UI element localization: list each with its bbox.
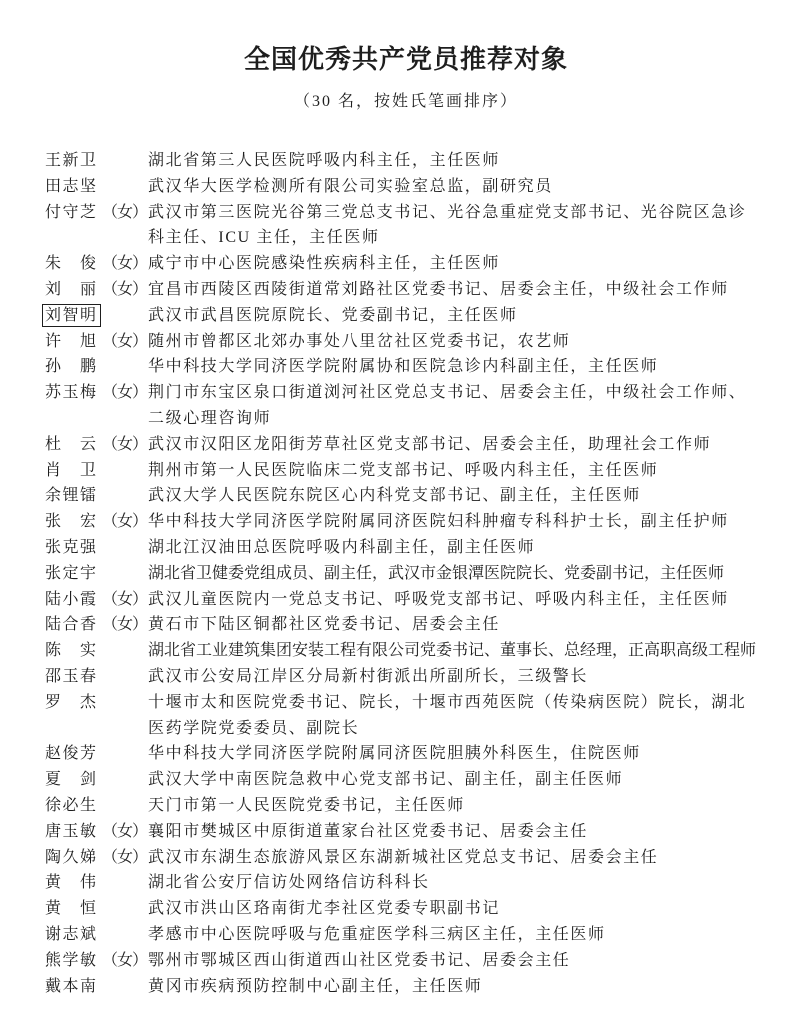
list-item [45, 845, 774, 871]
person-name-text: 夏 剑 [45, 771, 98, 789]
person-name [45, 432, 102, 458]
person-description [148, 612, 774, 638]
deceased-name-box: 刘智明 [42, 304, 101, 327]
list-item [45, 870, 774, 896]
description-line: 鄂州市鄂城区西山街道西山社区党委书记、居委会主任 [148, 951, 571, 969]
description-line: 科主任、ICU 主任，主任医师 [148, 229, 380, 247]
description-line: 武汉市公安局江岸区分局新村街派出所副所长，三级警长 [148, 667, 589, 685]
list-item [45, 896, 774, 922]
person-description [148, 845, 774, 871]
person-name [45, 690, 102, 716]
person-description [148, 509, 774, 535]
person-name-text: 朱 俊 [45, 255, 98, 273]
person-description [148, 690, 774, 742]
list-item [45, 251, 774, 277]
person-name [45, 535, 102, 561]
person-name-text: 苏玉梅 [45, 384, 98, 402]
person-name [45, 303, 102, 329]
person-name [45, 741, 102, 767]
person-name-text: 熊学敏 [45, 951, 98, 969]
person-name-text: 戴本南 [45, 977, 98, 995]
description-line: 武汉大学中南医院急救中心党支部书记、副主任，副主任医师 [148, 771, 624, 789]
person-description [148, 251, 774, 277]
description-line: 宜昌市西陵区西陵街道常刘路社区党委书记、居委会主任，中级社会工作师 [148, 280, 729, 298]
list-item [45, 948, 774, 974]
person-description [148, 432, 774, 458]
list-item [45, 561, 774, 587]
person-description [148, 638, 774, 664]
gender-marker: （女） [102, 951, 148, 969]
description-line: 华中科技大学同济医学院附属协和医院急诊内科副主任，主任医师 [148, 358, 659, 376]
person-name-text: 唐玉敏 [45, 822, 98, 840]
person-name-text: 孙 鹏 [45, 358, 98, 376]
list-item [45, 638, 774, 664]
person-name [45, 509, 102, 535]
person-name-text: 陶久娣 [45, 848, 98, 866]
recommendation-list [0, 148, 812, 999]
person-name [45, 870, 102, 896]
person-name-text: 徐必生 [45, 796, 98, 814]
person-name-text: 邵玉春 [45, 667, 98, 685]
person-description [148, 483, 774, 509]
person-name-text: 陆合香 [45, 616, 98, 634]
person-description [148, 922, 774, 948]
list-item [45, 200, 774, 252]
person-description [148, 303, 774, 329]
person-name-text: 赵俊芳 [45, 745, 98, 763]
person-description [148, 767, 774, 793]
list-item [45, 612, 774, 638]
person-name [45, 587, 102, 613]
person-description [148, 277, 774, 303]
list-item [45, 767, 774, 793]
person-description [148, 870, 774, 896]
description-line: 医药学院党委委员、副院长 [148, 719, 360, 737]
person-name [45, 793, 102, 819]
gender-marker: （女） [102, 435, 148, 453]
gender-marker: （女） [102, 848, 148, 866]
person-name [45, 922, 102, 948]
person-name [45, 200, 102, 226]
person-name-text: 黄 伟 [45, 874, 98, 892]
description-line: 十堰市太和医院党委书记、院长，十堰市西苑医院（传染病医院）院长，湖北 [148, 693, 747, 711]
gender-marker: （女） [102, 590, 148, 608]
list-item [45, 277, 774, 303]
person-description [148, 535, 774, 561]
person-name [45, 329, 102, 355]
description-line: 湖北省卫健委党组成员、副主任，武汉市金银潭医院院长、党委副书记，主任医师 [148, 564, 725, 582]
person-name [45, 819, 102, 845]
person-name [45, 767, 102, 793]
person-description [148, 664, 774, 690]
description-line: 荆州市第一人民医院临床二党支部书记、呼吸内科主任，主任医师 [148, 461, 659, 479]
person-description [148, 148, 774, 174]
gender-marker: （女） [102, 513, 148, 531]
description-line: 华中科技大学同济医学院附属同济医院胆胰外科医生，住院医师 [148, 745, 641, 763]
description-line: 武汉市武昌医院原院长、党委副书记，主任医师 [148, 306, 518, 324]
person-description [148, 948, 774, 974]
person-name [45, 483, 102, 509]
person-name [45, 638, 102, 664]
list-item [45, 329, 774, 355]
gender-marker: （女） [102, 384, 148, 402]
person-name [45, 896, 102, 922]
person-description [148, 587, 774, 613]
person-name [45, 277, 102, 303]
page-title: 全国优秀共产党员推荐对象 [243, 45, 568, 74]
person-name-text: 张 宏 [45, 513, 98, 531]
person-description [148, 329, 774, 355]
description-line: 湖北省公安厅信访处网络信访科科长 [148, 874, 430, 892]
list-item [45, 148, 774, 174]
person-name-text: 余锂镭 [45, 487, 98, 505]
list-item [45, 819, 774, 845]
person-description [148, 354, 774, 380]
person-name [45, 974, 102, 1000]
gender-marker: （女） [102, 280, 148, 298]
list-item [45, 509, 774, 535]
person-name [45, 845, 102, 871]
list-item [45, 432, 774, 458]
gender-marker: （女） [102, 822, 148, 840]
list-item [45, 664, 774, 690]
list-item [45, 922, 774, 948]
person-description [148, 974, 774, 1000]
person-name-text: 许 旭 [45, 332, 98, 350]
gender-marker: （女） [102, 203, 148, 221]
description-line: 湖北省第三人民医院呼吸内科主任，主任医师 [148, 152, 501, 169]
person-description [148, 174, 774, 200]
person-description [148, 819, 774, 845]
description-line: 荆门市东宝区泉口街道浏河社区党总支书记、居委会主任，中级社会工作师、 [148, 384, 747, 402]
person-name [45, 458, 102, 484]
person-description [148, 741, 774, 767]
description-line: 二级心理咨询师 [148, 409, 272, 427]
description-line: 咸宁市中心医院感染性疾病科主任，主任医师 [148, 255, 501, 273]
person-name-text: 黄 恒 [45, 900, 98, 918]
description-line: 随州市曾都区北郊办事处八里岔社区党委书记，农艺师 [148, 332, 571, 350]
person-name [45, 251, 102, 277]
description-line: 武汉市东湖生态旅游风景区东湖新城社区党总支书记、居委会主任 [148, 848, 659, 866]
page-subtitle: （30 名，按姓氏笔画排序） [293, 93, 518, 110]
person-name-text: 张克强 [45, 538, 98, 556]
description-line: 襄阳市樊城区中原街道董家台社区党委书记、居委会主任 [148, 822, 589, 840]
person-name-text: 陆小霞 [45, 590, 98, 608]
description-line: 武汉华大医学检测所有限公司实验室总监，副研究员 [148, 177, 553, 195]
gender-marker: （女） [102, 255, 148, 273]
person-name-text: 田志坚 [45, 177, 98, 195]
list-item [45, 380, 774, 432]
person-name-text: 杜 云 [45, 435, 98, 453]
description-line: 孝感市中心医院呼吸与危重症医学科三病区主任，主任医师 [148, 925, 606, 943]
person-name [45, 664, 102, 690]
person-description [148, 200, 774, 252]
list-item [45, 587, 774, 613]
person-description [148, 896, 774, 922]
description-line: 武汉市汉阳区龙阳街芳草社区党支部书记、居委会主任，助理社会工作师 [148, 435, 712, 453]
list-item [45, 793, 774, 819]
person-name [45, 148, 102, 174]
list-item [45, 174, 774, 200]
person-name [45, 948, 102, 974]
description-line: 武汉大学人民医院东院区心内科党支部书记、副主任，主任医师 [148, 487, 641, 505]
person-name-text: 罗 杰 [45, 693, 98, 711]
list-item [45, 974, 774, 1000]
person-description [148, 458, 774, 484]
person-description [148, 561, 774, 587]
description-line: 黄石市下陆区铜都社区党委书记、居委会主任 [148, 616, 501, 634]
list-item [45, 458, 774, 484]
list-item [45, 535, 774, 561]
person-name-text: 张定宇 [45, 564, 98, 582]
list-item [45, 483, 774, 509]
person-name-text: 王新卫 [45, 152, 98, 169]
person-name [45, 612, 102, 638]
person-description [148, 380, 774, 432]
person-name-text: 刘 丽 [45, 280, 98, 298]
list-item [45, 303, 774, 329]
description-line: 武汉儿童医院内一党总支书记、呼吸党支部书记、呼吸内科主任，主任医师 [148, 590, 729, 608]
list-item [45, 690, 774, 742]
description-line: 黄冈市疾病预防控制中心副主任，主任医师 [148, 977, 483, 995]
description-line: 湖北江汉油田总医院呼吸内科副主任，副主任医师 [148, 538, 536, 556]
person-name-text: 陈 实 [45, 642, 98, 660]
description-line: 天门市第一人民医院党委书记，主任医师 [148, 796, 465, 814]
description-line: 华中科技大学同济医学院附属同济医院妇科肿瘤专科科护士长，副主任护师 [148, 513, 729, 531]
person-name-text: 肖 卫 [45, 461, 98, 479]
gender-marker: （女） [102, 332, 148, 350]
person-name-text: 付守芝 [45, 203, 98, 221]
person-description [148, 793, 774, 819]
person-name [45, 561, 102, 587]
list-item [45, 354, 774, 380]
description-line: 湖北省工业建筑集团安装工程有限公司党委书记、董事长、总经理，正高职高级工程师 [148, 642, 757, 660]
list-item [45, 741, 774, 767]
person-name [45, 174, 102, 200]
person-name-text: 谢志斌 [45, 925, 98, 943]
description-line: 武汉市洪山区珞南街尤李社区党委专职副书记 [148, 900, 501, 918]
person-name [45, 354, 102, 380]
person-name [45, 380, 102, 406]
description-line: 武汉市第三医院光谷第三党总支书记、光谷急重症党支部书记、光谷院区急诊 [148, 203, 747, 221]
gender-marker: （女） [102, 616, 148, 634]
